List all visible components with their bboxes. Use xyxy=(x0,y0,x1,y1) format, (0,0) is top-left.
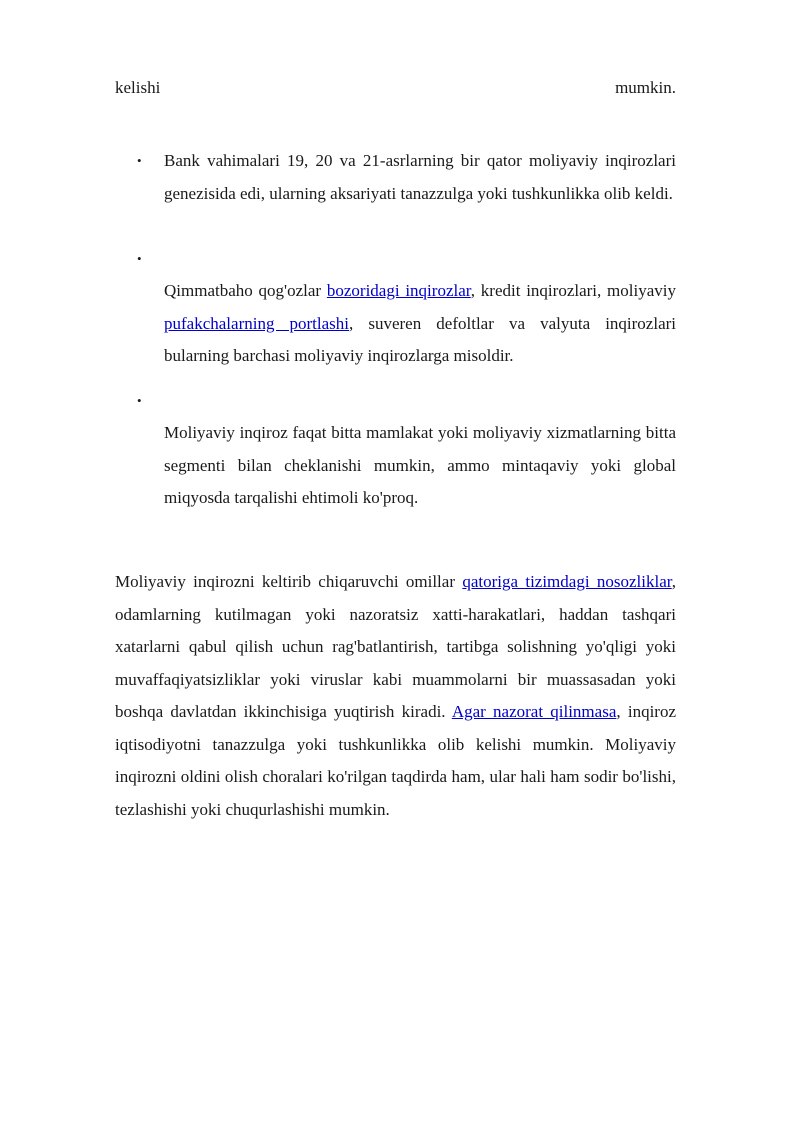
link-agar-nazorat-qilinmasa[interactable]: Agar nazorat qilinmasa xyxy=(451,702,617,721)
text-segment: , inqiroz iqtisodiyotni tanazzulga yoki tushkunlikka olib kelishi mumkin. Moliyaviy inqirozni oldini olish choralari ko'rilgan taqdirda ham, ular hali ham sodir bo'lishi, tezlashishi yoki chuqurlashishi mumkin. xyxy=(115,702,676,819)
bullet-icon: • xyxy=(137,251,142,266)
top-line-left: kelishi xyxy=(115,78,161,97)
bullet-icon: • xyxy=(137,153,142,168)
text-segment: , kredit inqirozlari, moliyaviy xyxy=(470,281,676,300)
bullet-text xyxy=(164,275,676,373)
bullet-icon: • xyxy=(137,393,142,408)
text-segment: Qimmatbaho qog'ozlar xyxy=(164,281,327,300)
text-segment: , suveren defoltlar va valyuta inqirozlari bularning barchasi moliyaviy inqirozlarga misoldir. xyxy=(164,313,676,365)
link-bozoridagi-inqirozlar[interactable]: bozoridagi inqirozlar xyxy=(326,281,471,300)
link-qatoriga-tizimdagi-nosozliklar[interactable]: qatoriga tizimdagi nosozliklar xyxy=(462,572,672,591)
bullet-list xyxy=(115,145,676,210)
link-pufakchalarning-portlashi[interactable]: pufakchalarning portlashi xyxy=(164,313,350,333)
bullet-text: Bank vahimalari 19, 20 va 21-asrlarning bir qator moliyaviy inqirozlari genezisida edi, ularning aksariyati tanazzulga yoki tushkunlikka olib keldi. xyxy=(164,151,676,203)
bullet-list-2 xyxy=(115,243,676,373)
body-paragraph xyxy=(115,566,676,826)
list-item xyxy=(115,145,676,210)
bullet-list-3 xyxy=(115,385,676,515)
bullet-text: Moliyaviy inqiroz faqat bitta mamlakat yoki moliyaviy xizmatlarning bitta segmenti bilan cheklanishi mumkin, ammo mintaqaviy yoki global miqyosda tarqalishi ehtimoli ko'proq. xyxy=(164,423,676,507)
text-segment: Moliyaviy inqirozni keltirib chiqaruvchi omillar xyxy=(115,572,463,591)
top-line-right: mumkin. xyxy=(615,78,676,97)
list-item xyxy=(115,243,676,373)
text-segment: , odamlarning kutilmagan yoki nazoratsiz xatti-harakatlari, haddan tashqari xatarlarni qabul qilish uchun rag'batlantirish, tartibga solishning yo'qligi yoki muvaffaqiyatsizliklar yoki viruslar kabi muammolarni bir muassasadan yoki boshqa davlatdan ikkinchisiga yuqtirish kiradi. xyxy=(115,572,676,721)
top-line xyxy=(115,72,676,104)
list-item xyxy=(115,385,676,515)
